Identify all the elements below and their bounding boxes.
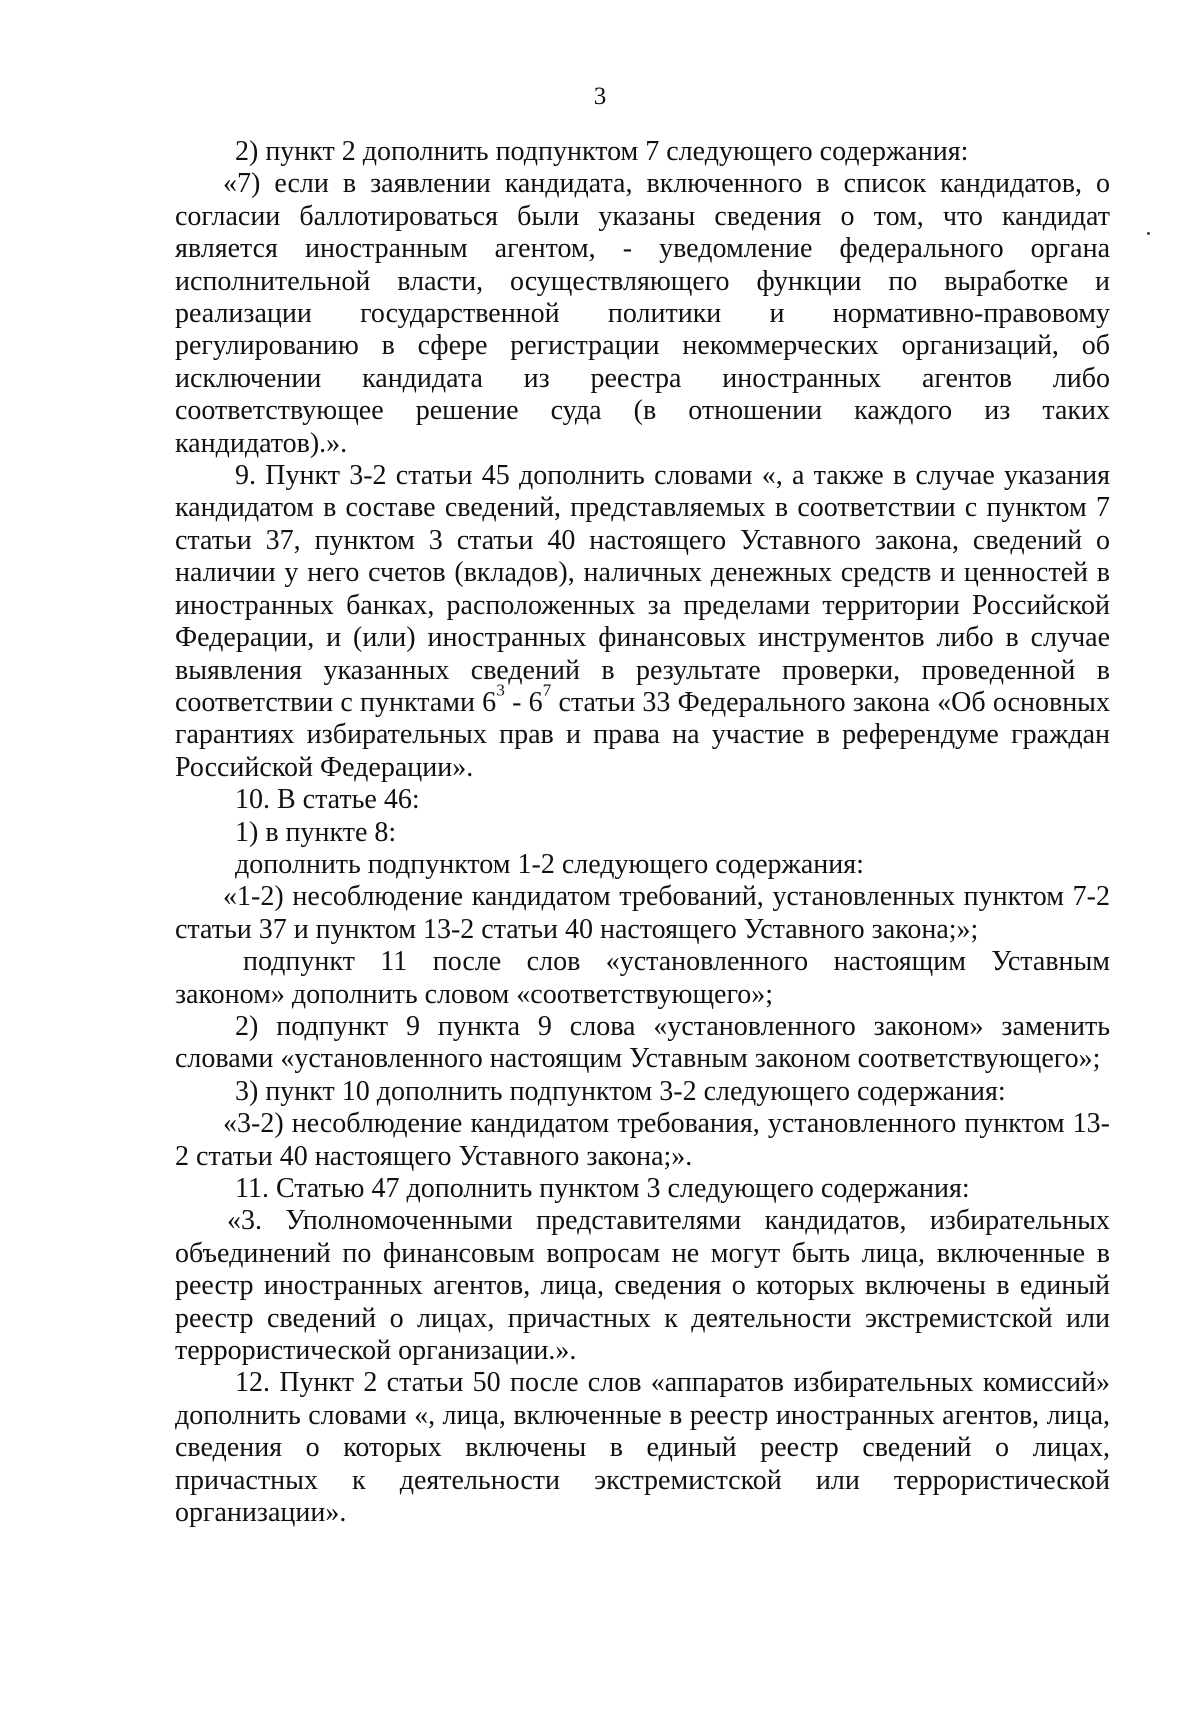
page-number: 3 (593, 83, 607, 110)
paragraph-item-10-sub-2: 2) подпункт 9 пункта 9 слова «установленного законом» заменить словами «установленного настоящим Уставным законом соответствующего»; (175, 1010, 1110, 1075)
document-body (175, 136, 1110, 1529)
paragraph-item-11-text: «3. Уполномоченными представителями кандидатов, избирательных объединений по финансовым вопросам не могут быть лица, включенные в реестр иностранных агентов, лица, сведения о которых включены в единый реестр сведений о лицах, причастных к деятельности экстремистской или террористической организации.». (175, 1205, 1110, 1367)
paragraph-item-10-sub-3: 3) пункт 10 дополнить подпунктом 3-2 следующего содержания: (235, 1075, 1006, 1107)
paragraph-item-10-sub-1: 1) в пункте 8: (235, 816, 397, 848)
paragraph-item-11: 11. Статью 47 дополнить пунктом 3 следующего содержания: (235, 1173, 970, 1204)
paragraph-add-subitem-1-2: дополнить подпунктом 1-2 следующего содержания: (235, 848, 864, 880)
paragraph-item-9 (175, 460, 1110, 784)
paragraph-item-10: 10. В статье 46: (235, 784, 420, 816)
superscript-7: 7 (542, 680, 552, 700)
scan-speck (1147, 232, 1150, 235)
paragraph-item-2-header: 2) пункт 2 дополнить подпунктом 7 следующего содержания: (235, 136, 969, 167)
paragraph-subitem-1-2-text: «1-2) несоблюдение кандидатом требований, установленных пунктом 7-2 статьи 37 и пунктом 13-2 статьи 40 настоящего Уставного закона;»; (175, 881, 1110, 945)
item-9-text-start: 9. Пункт 3-2 статьи 45 дополнить словами «, а также в случае указания кандидатом в составе сведений, представляемых в соответствии с пунктом 7 статьи 37, пунктом 3 статьи 40 настоящего Уставного закона, сведений о наличии у него счетов (вкладов), наличных денежных средств и ценностей в иностранных банках, расположенных за пределами территории Российской Федерации, и (или) иностранных финансовых инструментов либо в случае выявления указанных сведений в результате проверки, проведенной в соответствии с пунктами 6 (175, 460, 1110, 718)
paragraph-subitem-7-text: «7) если в заявлении кандидата, включенного в список кандидатов, о согласии баллотироваться были указаны сведения о том, что кандидат является иностранным агентом, - уведомление федерального органа исполнительной власти, осуществляющего функции по выработке и реализации государственной политики и нормативно-правовому регулированию в сфере регистрации некоммерческих организаций, об исключении кандидата из реестра иностранных агентов либо соответствующее решение суда (в отношении каждого из таких кандидатов).». (175, 168, 1110, 459)
paragraph-subitem-11-amend: подпункт 11 после слов «установленного настоящим Уставным законом» дополнить словом «соответствующего»; (175, 946, 1110, 1010)
paragraph-item-12: 12. Пункт 2 статьи 50 после слов «аппаратов избирательных комиссий» дополнить словами «, лица, включенные в реестр иностранных агентов, лица, сведения о которых включены в единый реестр сведений о лицах, причастных к деятельности экстремистской или террористической организации». (175, 1367, 1110, 1529)
paragraph-subitem-3-2-text: «3-2) несоблюдение кандидатом требования, установленного пунктом 13-2 статьи 40 настоящего Уставного закона;». (175, 1108, 1110, 1172)
item-9-text-end: статьи 33 Федерального закона «Об основных гарантиях избирательных прав и права на участие в референдуме граждан Российской Федерации». (175, 686, 1110, 783)
item-9-dash: - 6 (504, 686, 543, 718)
superscript-3: 3 (496, 680, 505, 700)
